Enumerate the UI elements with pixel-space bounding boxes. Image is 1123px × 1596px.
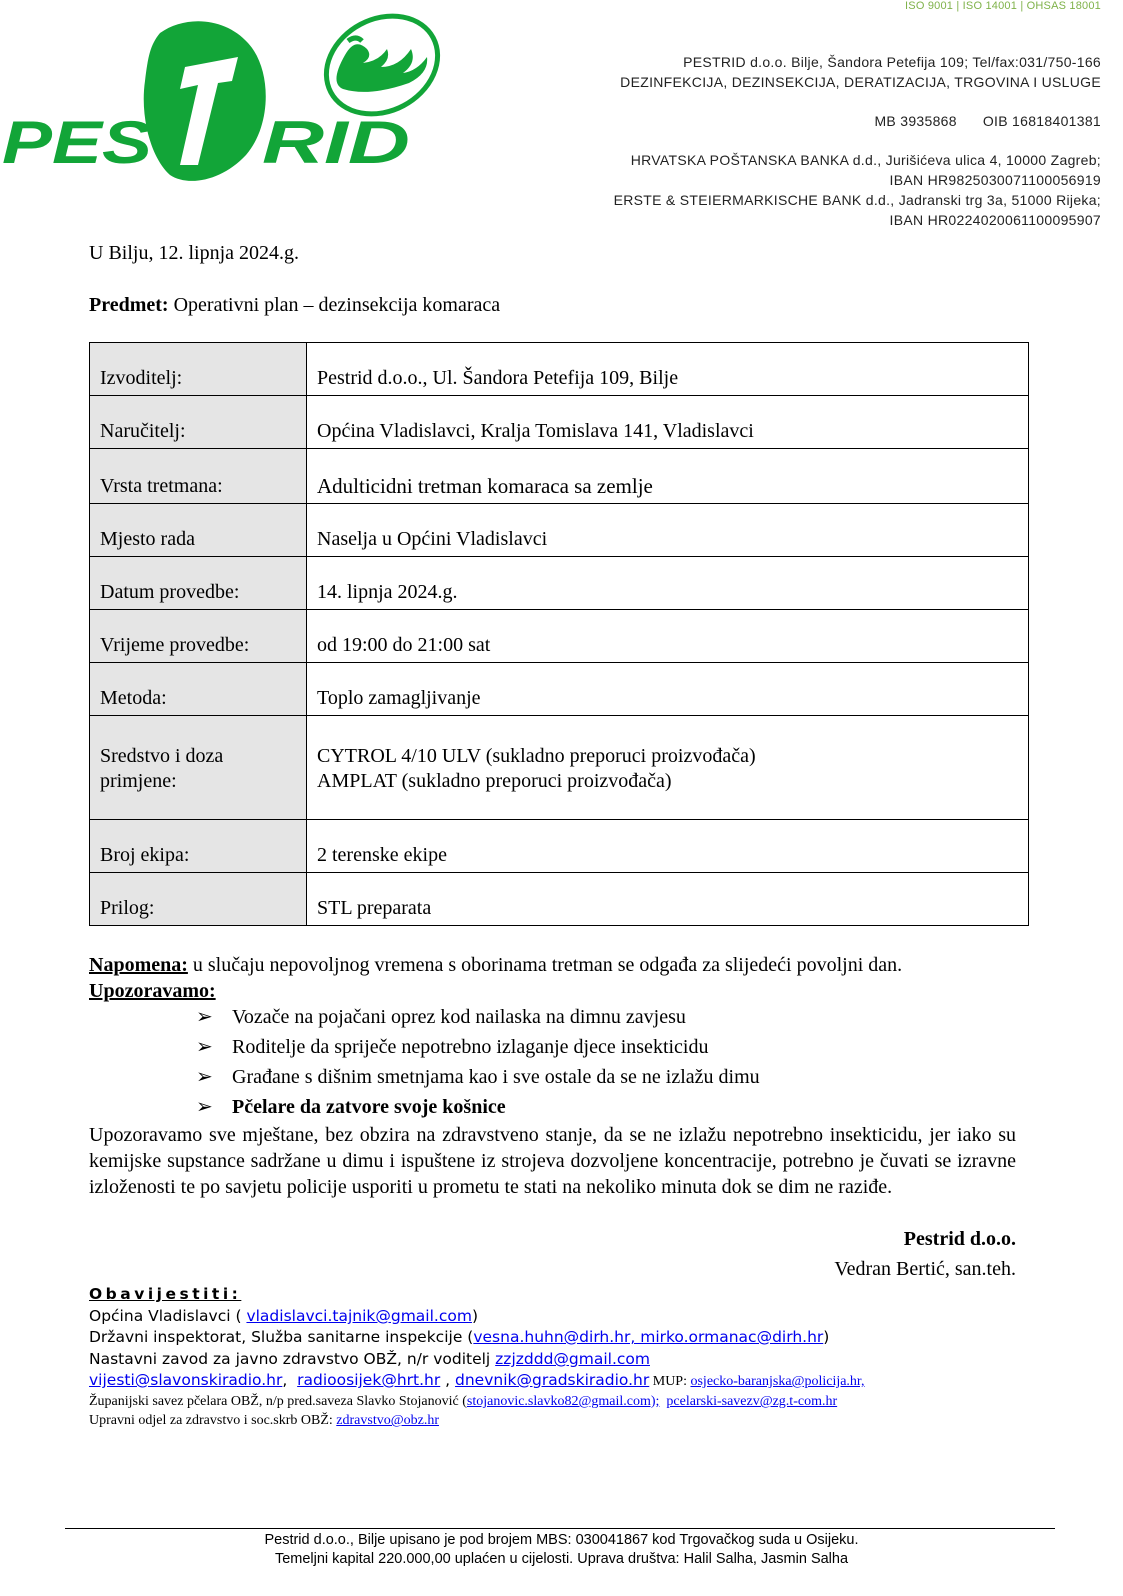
bank1-line: HRVATSKA POŠTANSKA BANKA d.d., Jurišićeva ulica 4, 10000 Zagreb; [630, 152, 1101, 168]
mb-number: MB 3935868 [874, 113, 957, 129]
table-row [90, 663, 1029, 716]
footer-divider [65, 1528, 1055, 1529]
notify-text: Upravni odjel za zdravstvo i soc.skrb OBŽ: [89, 1413, 337, 1428]
signature-person: Vedran Bertić, san.teh. [834, 1258, 1016, 1280]
notify-line-4 [89, 1370, 865, 1392]
table-row [90, 343, 1029, 396]
iso-certifications: ISO 9001 | ISO 14001 | OHSAS 18001 [905, 0, 1101, 12]
arrow-bullet-icon: ➢ [196, 1036, 213, 1058]
table-row [90, 820, 1029, 873]
notify-text: , [282, 1371, 298, 1389]
row-value: 14. lipnja 2024.g. [307, 557, 1029, 610]
row-label: Naručitelj: [90, 396, 307, 449]
row-value [307, 716, 1029, 820]
table-row [90, 610, 1029, 663]
list-item [196, 1092, 760, 1122]
list-item [196, 1032, 760, 1062]
row-value: Toplo zamagljivanje [307, 663, 1029, 716]
bank2-line: ERSTE & STEIERMARKISCHE BANK d.d., Jadranski trg 3a, 51000 Rijeka; [613, 192, 1101, 208]
napomena-line [89, 952, 902, 978]
upozoravamo-label: Upozoravamo: [89, 980, 216, 1002]
row-value-line2: AMPLAT (sukladno preporuci proizvođača) [317, 770, 672, 792]
notify-line-1 [89, 1306, 478, 1328]
row-value: Pestrid d.o.o., Ul. Šandora Petefija 109, Bilje [307, 343, 1029, 396]
table-row [90, 504, 1029, 557]
signature-company: Pestrid d.o.o. [903, 1228, 1016, 1250]
svg-text:PES: PES [2, 109, 152, 176]
row-label: Izvoditelj: [90, 343, 307, 396]
row-label: Vrijeme provedbe: [90, 610, 307, 663]
row-label: Vrsta tretmana: [90, 449, 307, 504]
row-value: Adulticidni tretman komaraca sa zemlje [307, 449, 1029, 504]
email-link[interactable]: radioosijek@hrt.hr [297, 1371, 441, 1389]
row-label: Datum provedbe: [90, 557, 307, 610]
oib-number: OIB 16818401381 [982, 113, 1101, 129]
subject-text: Operativni plan – dezinsekcija komaraca [168, 294, 501, 316]
list-item-text: Vozače na pojačani oprez kod nailaska na dimnu zavjesu [232, 1006, 686, 1028]
operational-plan-table [89, 342, 1029, 926]
row-label: Broj ekipa: [90, 820, 307, 873]
row-label: Prilog: [90, 873, 307, 926]
row-value-line1: CYTROL 4/10 ULV (sukladno preporuci proizvođača) [317, 745, 756, 767]
iban2-line: IBAN HR0224020061100095907 [889, 212, 1101, 228]
notify-line-3 [89, 1349, 650, 1371]
table-row [90, 449, 1029, 504]
arrow-bullet-icon: ➢ [196, 1006, 213, 1028]
table-row [90, 716, 1029, 820]
row-value: Općina Vladislavci, Kralja Tomislava 141, Vladislavci [307, 396, 1029, 449]
subject-label: Predmet: [89, 294, 169, 316]
subject-line [89, 292, 500, 318]
leaf-icon [144, 21, 266, 181]
notify-line-2 [89, 1327, 829, 1349]
row-label: Mjesto rada [90, 504, 307, 557]
email-link[interactable]: vijesti@slavonskiradio.hr [89, 1371, 283, 1389]
table-row [90, 396, 1029, 449]
upozoravamo-heading [89, 978, 216, 1004]
row-value: od 19:00 do 21:00 sat [307, 610, 1029, 663]
list-item [196, 1002, 760, 1032]
warning-list [196, 1002, 760, 1122]
notify-text: Općina Vladislavci ( [89, 1307, 247, 1325]
row-value: STL preparata [307, 873, 1029, 926]
table-row [90, 873, 1029, 926]
row-value: 2 terenske ekipe [307, 820, 1029, 873]
notify-text: ) [471, 1307, 479, 1325]
list-item-text: Roditelje da spriječe nepotrebno izlaganje djece insekticidu [232, 1036, 709, 1058]
footer-line-2: Temeljni kapital 220.000,00 uplaćen u cijelosti. Uprava društva: Halil Salha, Jasmin Salha [274, 1551, 849, 1567]
notify-text: , [440, 1371, 456, 1389]
list-item [196, 1062, 760, 1092]
notify-text: MUP: [649, 1374, 691, 1389]
email-link[interactable]: zzjzddd@gmail.com [495, 1350, 650, 1368]
company-address-line: PESTRID d.o.o. Bilje, Šandora Petefija 109; Tel/fax:031/750-166 [683, 54, 1101, 70]
email-link[interactable]: stojanovic.slavko82@gmail.com); [466, 1394, 660, 1409]
pestrid-logo [0, 5, 450, 195]
notify-line-6 [89, 1411, 439, 1430]
table-row [90, 557, 1029, 610]
svg-text:RID: RID [262, 109, 410, 176]
place-date: U Bilju, 12. lipnja 2024.g. [89, 242, 299, 264]
arrow-bullet-icon: ➢ [196, 1066, 213, 1088]
napomena-label: Napomena: [89, 954, 188, 976]
list-item-text: Građane s dišnim smetnjama kao i sve ostale da se ne izlažu dimu [232, 1066, 760, 1088]
email-link[interactable]: vesna.huhn@dirh.hr, mirko.ormanac@dirh.hr [473, 1328, 824, 1346]
list-item-text: Pčelare da zatvore svoje košnice [232, 1096, 506, 1118]
notify-text: ) [823, 1328, 830, 1346]
email-link[interactable]: osjecko-baranjska@policija.hr, [690, 1374, 865, 1389]
footer-line-1: Pestrid d.o.o., Bilje upisano je pod brojem MBS: 030041867 kod Trgovačkog suda u Osijeku. [264, 1532, 859, 1548]
email-link[interactable]: vladislavci.tajnik@gmail.com [246, 1307, 472, 1325]
notify-text: Županijski savez pčelara OBŽ, n/p pred.saveza Slavko Stojanović ( [89, 1394, 467, 1409]
email-link[interactable]: zdravstvo@obz.hr [336, 1413, 439, 1428]
row-label: Sredstvo i doza primjene: [90, 716, 307, 820]
row-value: Naselja u Općini Vladislavci [307, 504, 1029, 557]
company-activity-line: DEZINFEKCIJA, DEZINSEKCIJA, DERATIZACIJA, TRGOVINA I USLUGE [620, 74, 1101, 90]
iban1-line: IBAN HR9825030071100056919 [889, 172, 1101, 188]
row-label: Metoda: [90, 663, 307, 716]
company-ids [874, 111, 1101, 131]
notify-heading: Obavijestiti: [89, 1285, 242, 1303]
notify-text: Nastavni zavod za javno zdravstvo OBŽ, n/r voditelj [89, 1350, 496, 1368]
notify-text: Državni inspektorat, Služba sanitarne inspekcije ( [89, 1328, 474, 1346]
notify-line-5 [89, 1392, 837, 1411]
email-link[interactable]: dnevnik@gradskiradio.hr [455, 1371, 650, 1389]
warning-paragraph: Upozoravamo sve mještane, bez obzira na zdravstveno stanje, da se ne izlažu nepotrebno insekticidu, jer iako su kemijske supstance sadržane u dimu i ispuštene iz strojeva dozvoljene koncentracije, potrebno je čuvati se izravne izloženosti te po savjetu policije usporiti u prometu te stati na nekoliko minuta dok se dim ne raziđe. [89, 1124, 1016, 1198]
napomena-text: u slučaju nepovoljnog vremena s oborinama tretman se odgađa za slijedeći povoljni dan. [187, 954, 903, 976]
email-link[interactable]: pcelarski-savezv@zg.t-com.hr [666, 1394, 838, 1409]
arrow-bullet-icon: ➢ [196, 1096, 213, 1118]
